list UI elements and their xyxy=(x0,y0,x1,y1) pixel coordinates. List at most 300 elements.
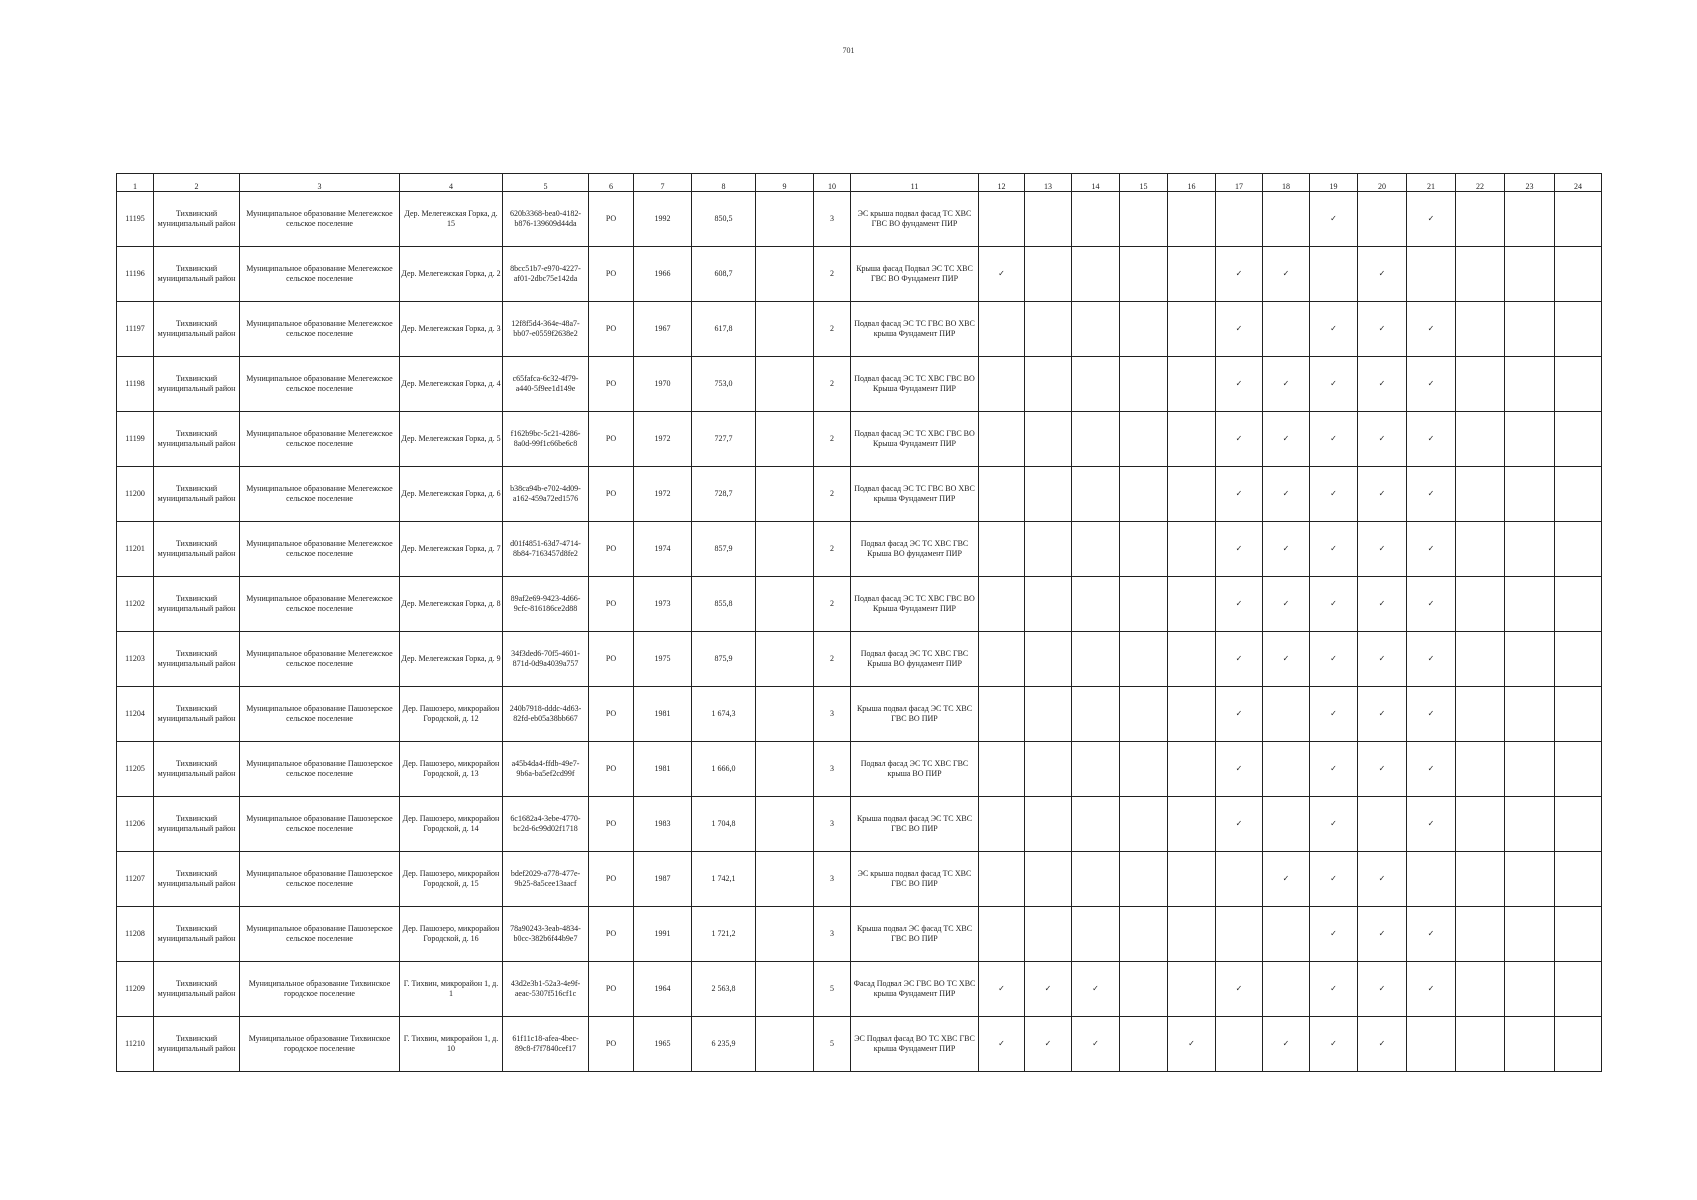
work-cell xyxy=(1505,797,1555,852)
works-cell: Подвал фасад ЭС ТС ХВС ГВС ВО Крыша Фундамент ПИР xyxy=(851,412,979,467)
table-row xyxy=(117,852,1602,907)
type-cell: РО xyxy=(589,412,634,467)
year-cell: 1967 xyxy=(634,302,692,357)
check-mark-icon: ✓ xyxy=(1025,1017,1072,1072)
check-mark-icon: ✓ xyxy=(979,247,1025,302)
work-cell xyxy=(1072,247,1120,302)
column-number: 24 xyxy=(1555,174,1602,192)
district-cell: Тихвинский муниципальный район xyxy=(154,962,240,1017)
check-mark-icon: ✓ xyxy=(1358,907,1407,962)
work-cell xyxy=(1505,357,1555,412)
work-cell xyxy=(1120,192,1168,247)
row-number-cell: 11197 xyxy=(117,302,154,357)
guid-cell: 240b7918-dddc-4d63-82fd-eb05a38bb667 xyxy=(503,687,589,742)
check-mark-icon: ✓ xyxy=(1216,687,1263,742)
work-cell xyxy=(1505,412,1555,467)
work-cell xyxy=(1555,687,1602,742)
work-cell xyxy=(1505,632,1555,687)
check-mark-icon: ✓ xyxy=(1216,522,1263,577)
work-cell xyxy=(1505,467,1555,522)
column-number: 10 xyxy=(814,174,851,192)
table-row xyxy=(117,907,1602,962)
table-row xyxy=(117,302,1602,357)
district-cell: Тихвинский муниципальный район xyxy=(154,632,240,687)
column-number: 19 xyxy=(1310,174,1358,192)
row-number-cell: 11203 xyxy=(117,632,154,687)
year-cell: 1983 xyxy=(634,797,692,852)
district-cell: Тихвинский муниципальный район xyxy=(154,302,240,357)
row-number-cell: 11195 xyxy=(117,192,154,247)
district-cell: Тихвинский муниципальный район xyxy=(154,687,240,742)
work-cell xyxy=(1505,962,1555,1017)
column-number: 16 xyxy=(1168,174,1216,192)
area-cell: 875,9 xyxy=(692,632,756,687)
district-cell: Тихвинский муниципальный район xyxy=(154,1017,240,1072)
guid-cell: bdef2029-a778-477e-9b25-8a5cee13aacf xyxy=(503,852,589,907)
work-cell xyxy=(1456,522,1505,577)
works-cell: Крыша подвал фасад ЭС ТС ХВС ГВС ВО ПИР xyxy=(851,797,979,852)
work-cell xyxy=(1120,577,1168,632)
work-cell xyxy=(1555,357,1602,412)
guid-cell: f162b9bc-5c21-4286-8a0d-99f1c66be6c8 xyxy=(503,412,589,467)
type-cell: РО xyxy=(589,687,634,742)
work-cell xyxy=(1168,962,1216,1017)
area-cell: 1 742,1 xyxy=(692,852,756,907)
work-cell xyxy=(1456,357,1505,412)
column-number-row xyxy=(117,174,1602,192)
check-mark-icon: ✓ xyxy=(1407,467,1456,522)
check-mark-icon: ✓ xyxy=(1310,357,1358,412)
work-cell xyxy=(1456,192,1505,247)
area-cell: 6 235,9 xyxy=(692,1017,756,1072)
work-cell xyxy=(1263,797,1310,852)
municipality-cell: Муниципальное образование Мелегежское сельское поселение xyxy=(240,247,400,302)
work-cell xyxy=(1120,467,1168,522)
check-mark-icon: ✓ xyxy=(1310,522,1358,577)
guid-cell: 6c1682a4-3ebe-4770-bc2d-6c99d02f1718 xyxy=(503,797,589,852)
row-number-cell: 11205 xyxy=(117,742,154,797)
work-cell xyxy=(1555,412,1602,467)
work-cell xyxy=(979,742,1025,797)
work-cell xyxy=(1168,797,1216,852)
type-cell: РО xyxy=(589,797,634,852)
check-mark-icon: ✓ xyxy=(1358,357,1407,412)
work-cell xyxy=(1168,247,1216,302)
work-cell xyxy=(1216,852,1263,907)
check-mark-icon: ✓ xyxy=(1407,907,1456,962)
municipality-cell: Муниципальное образование Пашозерское сельское поселение xyxy=(240,742,400,797)
work-cell xyxy=(1263,302,1310,357)
year-cell: 1973 xyxy=(634,577,692,632)
check-mark-icon: ✓ xyxy=(1358,522,1407,577)
work-cell xyxy=(1072,797,1120,852)
check-mark-icon: ✓ xyxy=(1025,962,1072,1017)
type-cell: РО xyxy=(589,467,634,522)
guid-cell: 620b3368-bea0-4182-b876-139609d44da xyxy=(503,192,589,247)
check-mark-icon: ✓ xyxy=(1407,962,1456,1017)
floors-cell: 2 xyxy=(814,522,851,577)
column-number: 22 xyxy=(1456,174,1505,192)
work-cell xyxy=(1025,357,1072,412)
work-cell xyxy=(1120,412,1168,467)
row-number-cell: 11202 xyxy=(117,577,154,632)
check-mark-icon: ✓ xyxy=(1310,962,1358,1017)
column-number: 5 xyxy=(503,174,589,192)
work-cell xyxy=(1120,357,1168,412)
type-cell: РО xyxy=(589,907,634,962)
floors-cell: 3 xyxy=(814,852,851,907)
work-cell xyxy=(1555,907,1602,962)
guid-cell: 78a90243-3eab-4834-b0cc-382b6f44b9e7 xyxy=(503,907,589,962)
column-number: 7 xyxy=(634,174,692,192)
column-number: 15 xyxy=(1120,174,1168,192)
guid-cell: 12f8f5d4-364e-48a7-bb07-e0559f2638e2 xyxy=(503,302,589,357)
works-cell: Крыша фасад Подвал ЭС ТС ХВС ГВС ВО Фундамент ПИР xyxy=(851,247,979,302)
work-cell xyxy=(1025,577,1072,632)
work-cell xyxy=(1555,577,1602,632)
check-mark-icon: ✓ xyxy=(1358,467,1407,522)
work-cell xyxy=(979,577,1025,632)
row-number-cell: 11196 xyxy=(117,247,154,302)
check-mark-icon: ✓ xyxy=(1263,1017,1310,1072)
works-cell: ЭС Подвал фасад ВО ТС ХВС ГВС крыша Фундамент ПИР xyxy=(851,1017,979,1072)
empty-cell xyxy=(756,412,814,467)
check-mark-icon: ✓ xyxy=(1310,632,1358,687)
address-cell: Дер. Мелегежская Горка, д. 9 xyxy=(400,632,503,687)
work-cell xyxy=(1456,467,1505,522)
address-cell: Дер. Пашозеро, микрорайон Городской, д. 13 xyxy=(400,742,503,797)
floors-cell: 2 xyxy=(814,247,851,302)
address-cell: Г. Тихвин, микрорайон 1, д. 10 xyxy=(400,1017,503,1072)
table-row xyxy=(117,687,1602,742)
work-cell xyxy=(1263,192,1310,247)
check-mark-icon: ✓ xyxy=(1310,742,1358,797)
check-mark-icon: ✓ xyxy=(1358,632,1407,687)
work-cell xyxy=(1555,797,1602,852)
floors-cell: 2 xyxy=(814,577,851,632)
area-cell: 728,7 xyxy=(692,467,756,522)
year-cell: 1975 xyxy=(634,632,692,687)
works-cell: ЭС крыша подвал фасад ТС ХВС ГВС ВО фундамент ПИР xyxy=(851,192,979,247)
work-cell xyxy=(1072,907,1120,962)
area-cell: 857,9 xyxy=(692,522,756,577)
area-cell: 727,7 xyxy=(692,412,756,467)
municipality-cell: Муниципальное образование Мелегежское сельское поселение xyxy=(240,357,400,412)
address-cell: Дер. Мелегежская Горка, д. 7 xyxy=(400,522,503,577)
work-cell xyxy=(1310,247,1358,302)
work-cell xyxy=(1555,522,1602,577)
check-mark-icon: ✓ xyxy=(1407,357,1456,412)
check-mark-icon: ✓ xyxy=(1310,302,1358,357)
work-cell xyxy=(1025,797,1072,852)
floors-cell: 2 xyxy=(814,357,851,412)
work-cell xyxy=(979,632,1025,687)
check-mark-icon: ✓ xyxy=(1310,467,1358,522)
works-cell: Подвал фасад ЭС ТС ХВС ГВС Крыша ВО фундамент ПИР xyxy=(851,632,979,687)
municipality-cell: Муниципальное образование Пашозерское сельское поселение xyxy=(240,907,400,962)
work-cell xyxy=(1072,412,1120,467)
address-cell: Дер. Мелегежская Горка, д. 8 xyxy=(400,577,503,632)
work-cell xyxy=(1120,742,1168,797)
work-cell xyxy=(1456,962,1505,1017)
works-cell: Подвал фасад ЭС ТС ХВС ГВС Крыша ВО фундамент ПИР xyxy=(851,522,979,577)
type-cell: РО xyxy=(589,192,634,247)
district-cell: Тихвинский муниципальный район xyxy=(154,907,240,962)
work-cell xyxy=(1025,852,1072,907)
address-cell: Дер. Пашозеро, микрорайон Городской, д. 14 xyxy=(400,797,503,852)
work-cell xyxy=(1456,742,1505,797)
column-number: 3 xyxy=(240,174,400,192)
address-cell: Дер. Мелегежская Горка, д. 15 xyxy=(400,192,503,247)
check-mark-icon: ✓ xyxy=(1310,687,1358,742)
work-cell xyxy=(1025,302,1072,357)
guid-cell: 43d2e3b1-52a3-4e9f-aeac-5307f516cf1c xyxy=(503,962,589,1017)
floors-cell: 2 xyxy=(814,467,851,522)
area-cell: 850,5 xyxy=(692,192,756,247)
work-cell xyxy=(1555,192,1602,247)
column-number: 6 xyxy=(589,174,634,192)
floors-cell: 2 xyxy=(814,302,851,357)
work-cell xyxy=(1120,797,1168,852)
works-cell: ЭС крыша подвал фасад ТС ХВС ГВС ВО ПИР xyxy=(851,852,979,907)
table-row xyxy=(117,577,1602,632)
check-mark-icon: ✓ xyxy=(1407,632,1456,687)
municipality-cell: Муниципальное образование Тихвинское городское поселение xyxy=(240,1017,400,1072)
district-cell: Тихвинский муниципальный район xyxy=(154,742,240,797)
check-mark-icon: ✓ xyxy=(1358,852,1407,907)
work-cell xyxy=(1168,577,1216,632)
municipality-cell: Муниципальное образование Мелегежское сельское поселение xyxy=(240,522,400,577)
work-cell xyxy=(1505,302,1555,357)
work-cell xyxy=(979,522,1025,577)
work-cell xyxy=(1505,522,1555,577)
work-cell xyxy=(1072,687,1120,742)
work-cell xyxy=(1505,852,1555,907)
work-cell xyxy=(1216,907,1263,962)
check-mark-icon: ✓ xyxy=(1263,852,1310,907)
column-number: 23 xyxy=(1505,174,1555,192)
check-mark-icon: ✓ xyxy=(979,1017,1025,1072)
empty-cell xyxy=(756,247,814,302)
work-cell xyxy=(1358,797,1407,852)
work-cell xyxy=(1456,852,1505,907)
work-cell xyxy=(1168,357,1216,412)
table-row xyxy=(117,522,1602,577)
check-mark-icon: ✓ xyxy=(1358,302,1407,357)
work-cell xyxy=(1456,247,1505,302)
work-cell xyxy=(1120,852,1168,907)
work-cell xyxy=(979,852,1025,907)
work-cell xyxy=(1168,522,1216,577)
district-cell: Тихвинский муниципальный район xyxy=(154,247,240,302)
work-cell xyxy=(1025,632,1072,687)
works-cell: Подвал фасад ЭС ТС ХВС ГВС крыша ВО ПИР xyxy=(851,742,979,797)
work-cell xyxy=(1025,687,1072,742)
year-cell: 1992 xyxy=(634,192,692,247)
work-cell xyxy=(1505,742,1555,797)
municipality-cell: Муниципальное образование Пашозерское сельское поселение xyxy=(240,687,400,742)
floors-cell: 3 xyxy=(814,742,851,797)
year-cell: 1965 xyxy=(634,1017,692,1072)
year-cell: 1964 xyxy=(634,962,692,1017)
empty-cell xyxy=(756,357,814,412)
work-cell xyxy=(1072,522,1120,577)
work-cell xyxy=(1407,852,1456,907)
work-cell xyxy=(1025,907,1072,962)
address-cell: Дер. Мелегежская Горка, д. 4 xyxy=(400,357,503,412)
work-cell xyxy=(1456,412,1505,467)
works-cell: Подвал фасад ЭС ТС ХВС ГВС ВО Крыша Фундамент ПИР xyxy=(851,577,979,632)
work-cell xyxy=(1120,907,1168,962)
check-mark-icon: ✓ xyxy=(1263,522,1310,577)
check-mark-icon: ✓ xyxy=(1263,247,1310,302)
guid-cell: c65fafca-6c32-4f79-a440-5f9ee1d149e xyxy=(503,357,589,412)
work-cell xyxy=(1216,192,1263,247)
row-number-cell: 11199 xyxy=(117,412,154,467)
district-cell: Тихвинский муниципальный район xyxy=(154,467,240,522)
guid-cell: d01f4851-63d7-4714-8b84-7163457d8fe2 xyxy=(503,522,589,577)
column-number: 20 xyxy=(1358,174,1407,192)
work-cell xyxy=(1555,962,1602,1017)
work-cell xyxy=(1456,1017,1505,1072)
work-cell xyxy=(1263,907,1310,962)
table-row xyxy=(117,797,1602,852)
works-cell: Фасад Подвал ЭС ГВС ВО ТС ХВС крыша Фундамент ПИР xyxy=(851,962,979,1017)
year-cell: 1991 xyxy=(634,907,692,962)
check-mark-icon: ✓ xyxy=(1407,302,1456,357)
row-number-cell: 11201 xyxy=(117,522,154,577)
column-number: 2 xyxy=(154,174,240,192)
area-cell: 1 704,8 xyxy=(692,797,756,852)
type-cell: РО xyxy=(589,247,634,302)
works-cell: Подвал фасад ЭС ТС ГВС ВО ХВС крыша Фундамент ПИР xyxy=(851,302,979,357)
check-mark-icon: ✓ xyxy=(1310,192,1358,247)
work-cell xyxy=(1120,247,1168,302)
work-cell xyxy=(1407,247,1456,302)
empty-cell xyxy=(756,302,814,357)
check-mark-icon: ✓ xyxy=(1310,852,1358,907)
work-cell xyxy=(1407,1017,1456,1072)
address-cell: Г. Тихвин, микрорайон 1, д. 1 xyxy=(400,962,503,1017)
work-cell xyxy=(1168,907,1216,962)
address-cell: Дер. Мелегежская Горка, д. 5 xyxy=(400,412,503,467)
check-mark-icon: ✓ xyxy=(1216,632,1263,687)
column-number: 17 xyxy=(1216,174,1263,192)
check-mark-icon: ✓ xyxy=(1216,797,1263,852)
work-cell xyxy=(1456,797,1505,852)
work-cell xyxy=(1263,962,1310,1017)
check-mark-icon: ✓ xyxy=(1263,412,1310,467)
work-cell xyxy=(1072,632,1120,687)
check-mark-icon: ✓ xyxy=(1216,962,1263,1017)
work-cell xyxy=(1120,1017,1168,1072)
row-number-cell: 11207 xyxy=(117,852,154,907)
work-cell xyxy=(1555,302,1602,357)
work-cell xyxy=(1072,742,1120,797)
work-cell xyxy=(1025,742,1072,797)
check-mark-icon: ✓ xyxy=(1072,962,1120,1017)
work-cell xyxy=(979,357,1025,412)
empty-cell xyxy=(756,632,814,687)
municipality-cell: Муниципальное образование Пашозерское сельское поселение xyxy=(240,797,400,852)
empty-cell xyxy=(756,907,814,962)
year-cell: 1981 xyxy=(634,687,692,742)
year-cell: 1972 xyxy=(634,467,692,522)
area-cell: 617,8 xyxy=(692,302,756,357)
check-mark-icon: ✓ xyxy=(1407,687,1456,742)
empty-cell xyxy=(756,852,814,907)
check-mark-icon: ✓ xyxy=(1168,1017,1216,1072)
municipality-cell: Муниципальное образование Мелегежское сельское поселение xyxy=(240,412,400,467)
check-mark-icon: ✓ xyxy=(1310,907,1358,962)
check-mark-icon: ✓ xyxy=(1072,1017,1120,1072)
work-cell xyxy=(1072,192,1120,247)
empty-cell xyxy=(756,687,814,742)
column-number: 1 xyxy=(117,174,154,192)
check-mark-icon: ✓ xyxy=(1216,577,1263,632)
column-number: 4 xyxy=(400,174,503,192)
check-mark-icon: ✓ xyxy=(1216,412,1263,467)
work-cell xyxy=(1555,742,1602,797)
work-cell xyxy=(979,302,1025,357)
work-cell xyxy=(1168,302,1216,357)
row-number-cell: 11206 xyxy=(117,797,154,852)
year-cell: 1970 xyxy=(634,357,692,412)
floors-cell: 2 xyxy=(814,632,851,687)
works-cell: Подвал фасад ЭС ТС ХВС ГВС ВО Крыша Фундамент ПИР xyxy=(851,357,979,412)
work-cell xyxy=(979,797,1025,852)
work-cell xyxy=(1168,742,1216,797)
work-cell xyxy=(1120,522,1168,577)
empty-cell xyxy=(756,192,814,247)
check-mark-icon: ✓ xyxy=(1310,1017,1358,1072)
check-mark-icon: ✓ xyxy=(1358,687,1407,742)
work-cell xyxy=(1505,687,1555,742)
work-cell xyxy=(979,467,1025,522)
municipality-cell: Муниципальное образование Мелегежское сельское поселение xyxy=(240,632,400,687)
work-cell xyxy=(1505,192,1555,247)
work-cell xyxy=(1456,687,1505,742)
table-row xyxy=(117,962,1602,1017)
type-cell: РО xyxy=(589,742,634,797)
check-mark-icon: ✓ xyxy=(1407,577,1456,632)
work-cell xyxy=(1505,907,1555,962)
check-mark-icon: ✓ xyxy=(1358,577,1407,632)
district-cell: Тихвинский муниципальный район xyxy=(154,192,240,247)
work-cell xyxy=(1168,852,1216,907)
work-cell xyxy=(1120,687,1168,742)
guid-cell: 34f3ded6-70f5-4601-871d-0d9a4039a757 xyxy=(503,632,589,687)
column-number: 11 xyxy=(851,174,979,192)
municipality-cell: Муниципальное образование Пашозерское сельское поселение xyxy=(240,852,400,907)
type-cell: РО xyxy=(589,632,634,687)
table-row xyxy=(117,742,1602,797)
work-cell xyxy=(1025,192,1072,247)
empty-cell xyxy=(756,797,814,852)
works-cell: Подвал фасад ЭС ТС ГВС ВО ХВС крыша Фундамент ПИР xyxy=(851,467,979,522)
work-cell xyxy=(1555,632,1602,687)
table-row xyxy=(117,632,1602,687)
type-cell: РО xyxy=(589,522,634,577)
check-mark-icon: ✓ xyxy=(1216,742,1263,797)
type-cell: РО xyxy=(589,852,634,907)
table-row xyxy=(117,467,1602,522)
table-row xyxy=(117,412,1602,467)
work-cell xyxy=(1120,962,1168,1017)
work-cell xyxy=(979,907,1025,962)
work-cell xyxy=(1168,467,1216,522)
empty-cell xyxy=(756,522,814,577)
